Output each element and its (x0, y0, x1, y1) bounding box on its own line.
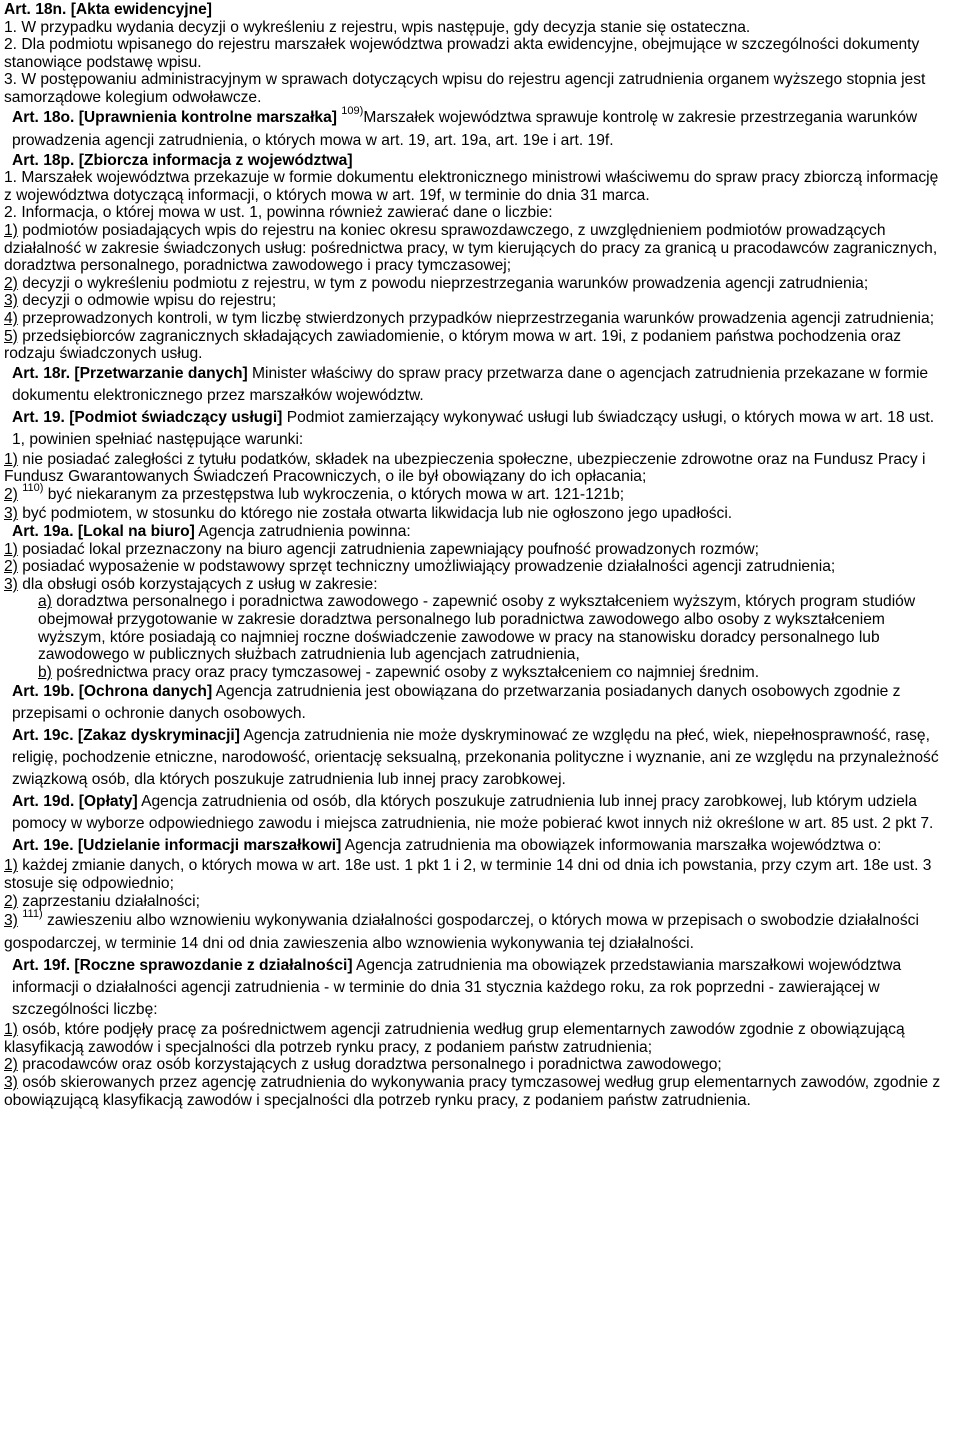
list-marker: 1) (4, 857, 18, 875)
paragraph-text: zaprzestaniu działalności; (17, 892, 200, 910)
paragraph-b23 (4, 593, 948, 663)
paragraph-text: Agencja zatrudnienia nie może dyskryminować ze względu na płeć, wiek, niepełnosprawność, rasę, religię, pochodzenie etniczne, narodowość, orientację seksualną, przekonania polityczne i wyznanie, ani ze względu na przynależność związkową osób, dla których poszukuje zatrudnienia lub innej pracy zarobkowej. (12, 727, 939, 789)
paragraph-text: 1. W przypadku wydania decyzji o wykreśleniu z rejestru, wpis następuje, gdy decyzja stanie się ostateczna. (4, 18, 751, 36)
article-heading: Art. 19f. [Roczne sprawozdanie z działalności] (12, 957, 353, 975)
paragraph-text: decyzji o odmowie wpisu do rejestru; (17, 292, 277, 310)
paragraph-b35 (4, 1074, 948, 1109)
paragraph-b32 (4, 955, 948, 1021)
paragraph-b18 (4, 505, 948, 523)
list-marker: 5) (4, 327, 18, 345)
paragraph-b4 (4, 71, 948, 106)
paragraph-b27 (4, 791, 948, 835)
paragraph-text: Minister właściwy do spraw pracy przetwarza dane o agencjach zatrudnienia przekazane w formie dokumentu elektronicznego przez marszałków województw. (12, 364, 929, 404)
paragraph-b9 (4, 222, 948, 275)
paragraph-text: posiadać lokal przeznaczony na biuro agencji zatrudnienia zapewniający poufność prowadzonych rozmów; (17, 540, 760, 558)
paragraph-text: 2. Dla podmiotu wpisanego do rejestru marszałek województwa prowadzi akta ewidencyjne, obejmujące w szczególności dokumenty stanowiące podstawę wpisu. (4, 36, 920, 71)
list-marker: 2) (4, 892, 18, 910)
paragraph-text: Agencja zatrudnienia jest obowiązana do przetwarzania posiadanych danych osobowych zgodnie z przepisami o ochronie danych osobowych. (12, 683, 901, 723)
paragraph-b15 (4, 407, 948, 451)
paragraph-b13 (4, 328, 948, 363)
article-heading: Art. 19b. [Ochrona danych] (12, 683, 213, 701)
paragraph-text: nie posiadać zaległości z tytułu podatków, składek na ubezpieczenia społeczne, ubezpieczenie zdrowotne oraz na Fundusz Pracy i Fundusz Gwarantowanych Świadczeń Pracowniczych, o ile był obowiązany do ich opłacania; (4, 450, 926, 486)
paragraph-text: osób skierowanych przez agencję zatrudnienia do wykonywania pracy tymczasowej według grup elementarnych zawodów, zgodnie z obowiązującą klasyfikacją zawodów i specjalności dla potrzeb rynku pracy, z podaniem państw zatrudnienia. (4, 1073, 941, 1109)
paragraph-text: być niekaranym za przestępstwa lub wykroczenia, o których mowa w art. 121-121b; (43, 485, 625, 503)
article-heading: Art. 18r. [Przetwarzanie danych] (12, 364, 248, 382)
paragraph-text: Marszałek województwa sprawuje kontrolę w zakresie przestrzegania warunków prowadzenia agencji zatrudnienia, o których mowa w art. 19, art. 19a, art. 19e i art. 19f. (12, 108, 918, 149)
article-heading: Art. 18n. [Akta ewidencyjne] (4, 1, 212, 18)
paragraph-b25 (4, 681, 948, 725)
list-marker: 4) (4, 309, 18, 327)
paragraph-b24 (4, 664, 948, 682)
paragraph-text: osób, które podjęły pracę za pośrednictwem agencji zatrudnienia według grup elementarnych zawodów zgodnie z obowiązującą klasyfikacją zawodów i specjalności dla potrzeb rynku pracy, z podaniem państw zatrudnienia; (4, 1021, 905, 1056)
paragraph-b33 (4, 1021, 948, 1056)
paragraph-text: 3. W postępowaniu administracyjnym w sprawach dotyczących wpisu do rejestru agencji zatrudnienia organem wyższego stopnia jest samorządowe kolegium odwoławcze. (4, 71, 926, 106)
paragraph-b20 (4, 541, 948, 559)
article-heading: Art. 18p. [Zbiorcza informacja z województwa] (12, 151, 353, 169)
paragraph-text: Agencja zatrudnienia ma obowiązek przedstawiania marszałkowi województwa informacji o działalności agencji zatrudnienia - w terminie do dnia 31 stycznia każdego roku, za rok poprzedni - zawierającej w szczególności liczbę: (12, 957, 902, 1019)
list-marker: 1) (4, 221, 18, 239)
paragraph-b34 (4, 1056, 948, 1074)
paragraph-b1 (4, 1, 948, 19)
paragraph-b21 (4, 558, 948, 576)
footnote-ref: 109) (341, 104, 364, 117)
footnote-ref: 110) (22, 481, 44, 494)
paragraph-b2 (4, 19, 948, 37)
paragraph-text: posiadać wyposażenie w podstawowy sprzęt techniczny umożliwiający prowadzenie działalności agencji zatrudnienia; (17, 558, 836, 576)
paragraph-text: Agencja zatrudnienia powinna: (194, 523, 411, 541)
footnote-ref: 111) (22, 908, 43, 921)
paragraph-b31 (4, 910, 948, 955)
list-marker: 2) (4, 558, 18, 576)
paragraph-b19 (4, 523, 948, 541)
paragraph-text: Podmiot zamierzający wykonywać usługi lub świadczący usługi, o których mowa w art. 18 ust. 1, powinien spełniać następujące warunki: (12, 408, 935, 448)
paragraph-b8 (4, 204, 948, 222)
list-marker: 3) (4, 292, 18, 310)
paragraph-b14 (4, 363, 948, 407)
paragraph-b3 (4, 36, 948, 71)
list-marker: 3) (4, 912, 18, 930)
paragraph-text: każdej zmianie danych, o których mowa w art. 18e ust. 1 pkt 1 i 2, w terminie 14 dni od dnia ich powstania, przy czym art. 18e ust. 3 stosuje się odpowiednio; (4, 857, 932, 892)
paragraph-b11 (4, 292, 948, 310)
paragraph-text: przeprowadzonych kontroli, w tym liczbę stwierdzonych przypadków nieprzestrzegania warunków prowadzenia agencji zatrudnienia; (17, 309, 935, 327)
paragraph-text: przedsiębiorców zagranicznych składających zawiadomienie, o którym mowa w art. 19i, z podaniem państwa pochodzenia oraz rodzaju świadczonych usług. (4, 327, 902, 363)
paragraph-text: być podmiotem, w stosunku do którego nie została otwarta likwidacja lub nie ogłoszono jego upadłości. (17, 505, 733, 523)
paragraph-b17 (4, 481, 948, 506)
paragraph-b28 (4, 835, 948, 857)
paragraph-text: Agencja zatrudnienia od osób, dla których poszukuje zatrudnienia lub innej pracy zarobkowej, lub którym udziela pomocy w wyborze odpowiedniego zawodu i miejsca zatrudnienia, nie może pobierać kwot innych niż określone w art. 85 ust. 2 pkt 7. (12, 793, 934, 833)
list-marker: 2) (4, 274, 18, 292)
article-heading: Art. 19d. [Opłaty] (12, 793, 138, 811)
paragraph-text: 2. Informacja, o której mowa w ust. 1, powinna również zawierać dane o liczbie: (4, 204, 553, 222)
article-heading: Art. 19c. [Zakaz dyskryminacji] (12, 727, 240, 745)
paragraph-text: podmiotów posiadających wpis do rejestru na koniec okresu sprawozdawczego, z uwzględnieniem podmiotów prowadzących działalność w zakresie świadczonych usług: pośrednictwa pracy, w tym kierujących do pracy za granicą u pracodawców zagranicznych, doradztwa personalnego, poradnictwa zawodowego i pracy tymczasowej; (4, 221, 938, 275)
paragraph-text: 1. Marszałek województwa przekazuje w formie dokumentu elektronicznego ministrowi właściwemu do spraw pracy zbiorczą informację z województwa dotyczącą informacji, o których mowa w art. 19f, w terminie do dnia 31 marca. (4, 169, 939, 204)
paragraph-b6 (4, 152, 948, 170)
paragraph-text: Agencja zatrudnienia ma obowiązek informowania marszałka województwa o: (341, 837, 882, 855)
list-marker: 1) (4, 540, 18, 558)
paragraph-text: pracodawców oraz osób korzystających z usług doradztwa personalnego i poradnictwa zawodowego; (17, 1056, 722, 1074)
list-marker: 1) (4, 1021, 18, 1039)
list-marker: b) (38, 663, 52, 681)
paragraph-text: zawieszeniu albo wznowieniu wykonywania działalności gospodarczej, o których mowa w przepisach o swobodzie działalności gospodarczej, w terminie 14 dni od dnia zawieszenia albo wznowienia wykonywania tej działalności. (4, 912, 919, 953)
article-heading: Art. 19a. [Lokal na biuro] (12, 523, 195, 541)
article-heading: Art. 19e. [Udzielanie informacji marszałkowi] (12, 837, 342, 855)
list-marker: 1) (4, 450, 18, 468)
list-marker: a) (38, 593, 52, 611)
paragraph-b5 (4, 104, 948, 152)
paragraph-text: pośrednictwa pracy oraz pracy tymczasowej - zapewnić osoby z wykształceniem co najmniej średnim. (51, 663, 760, 681)
paragraph-text: doradztwa personalnego i poradnictwa zawodowego - zapewnić osoby z wykształceniem wyższym, których program studiów obejmował przygotowanie w zakresie doradztwa personalnego lub poradnictwa zawodowego albo osoby z wykształceniem wyższym, które posiadają co najmniej roczne doświadczenie zawodowe w pracy na stanowisku doradcy personalnego lub zawodowego w publicznych służbach zatrudnienia lub agencjach zatrudnienia, (38, 593, 916, 664)
paragraph-b29 (4, 857, 948, 892)
list-marker: 2) (4, 485, 18, 503)
list-marker: 3) (4, 505, 18, 523)
article-heading: Art. 18o. [Uprawnienia kontrolne marszałka] (12, 108, 342, 126)
paragraph-b7 (4, 169, 948, 204)
paragraph-b10 (4, 275, 948, 293)
paragraph-text: decyzji o wykreśleniu podmiotu z rejestru, w tym z powodu nieprzestrzegania warunków prowadzenia agencji zatrudnienia; (17, 274, 869, 292)
list-marker: 2) (4, 1056, 18, 1074)
paragraph-text: dla obsługi osób korzystających z usług w zakresie: (17, 575, 378, 593)
paragraph-b16 (4, 451, 948, 486)
paragraph-b22 (4, 576, 948, 594)
list-marker: 3) (4, 1073, 18, 1091)
article-heading: Art. 19. [Podmiot świadczący usługi] (12, 408, 283, 426)
paragraph-b26 (4, 725, 948, 791)
paragraph-b12 (4, 310, 948, 328)
paragraph-b30 (4, 893, 948, 911)
list-marker: 3) (4, 575, 18, 593)
